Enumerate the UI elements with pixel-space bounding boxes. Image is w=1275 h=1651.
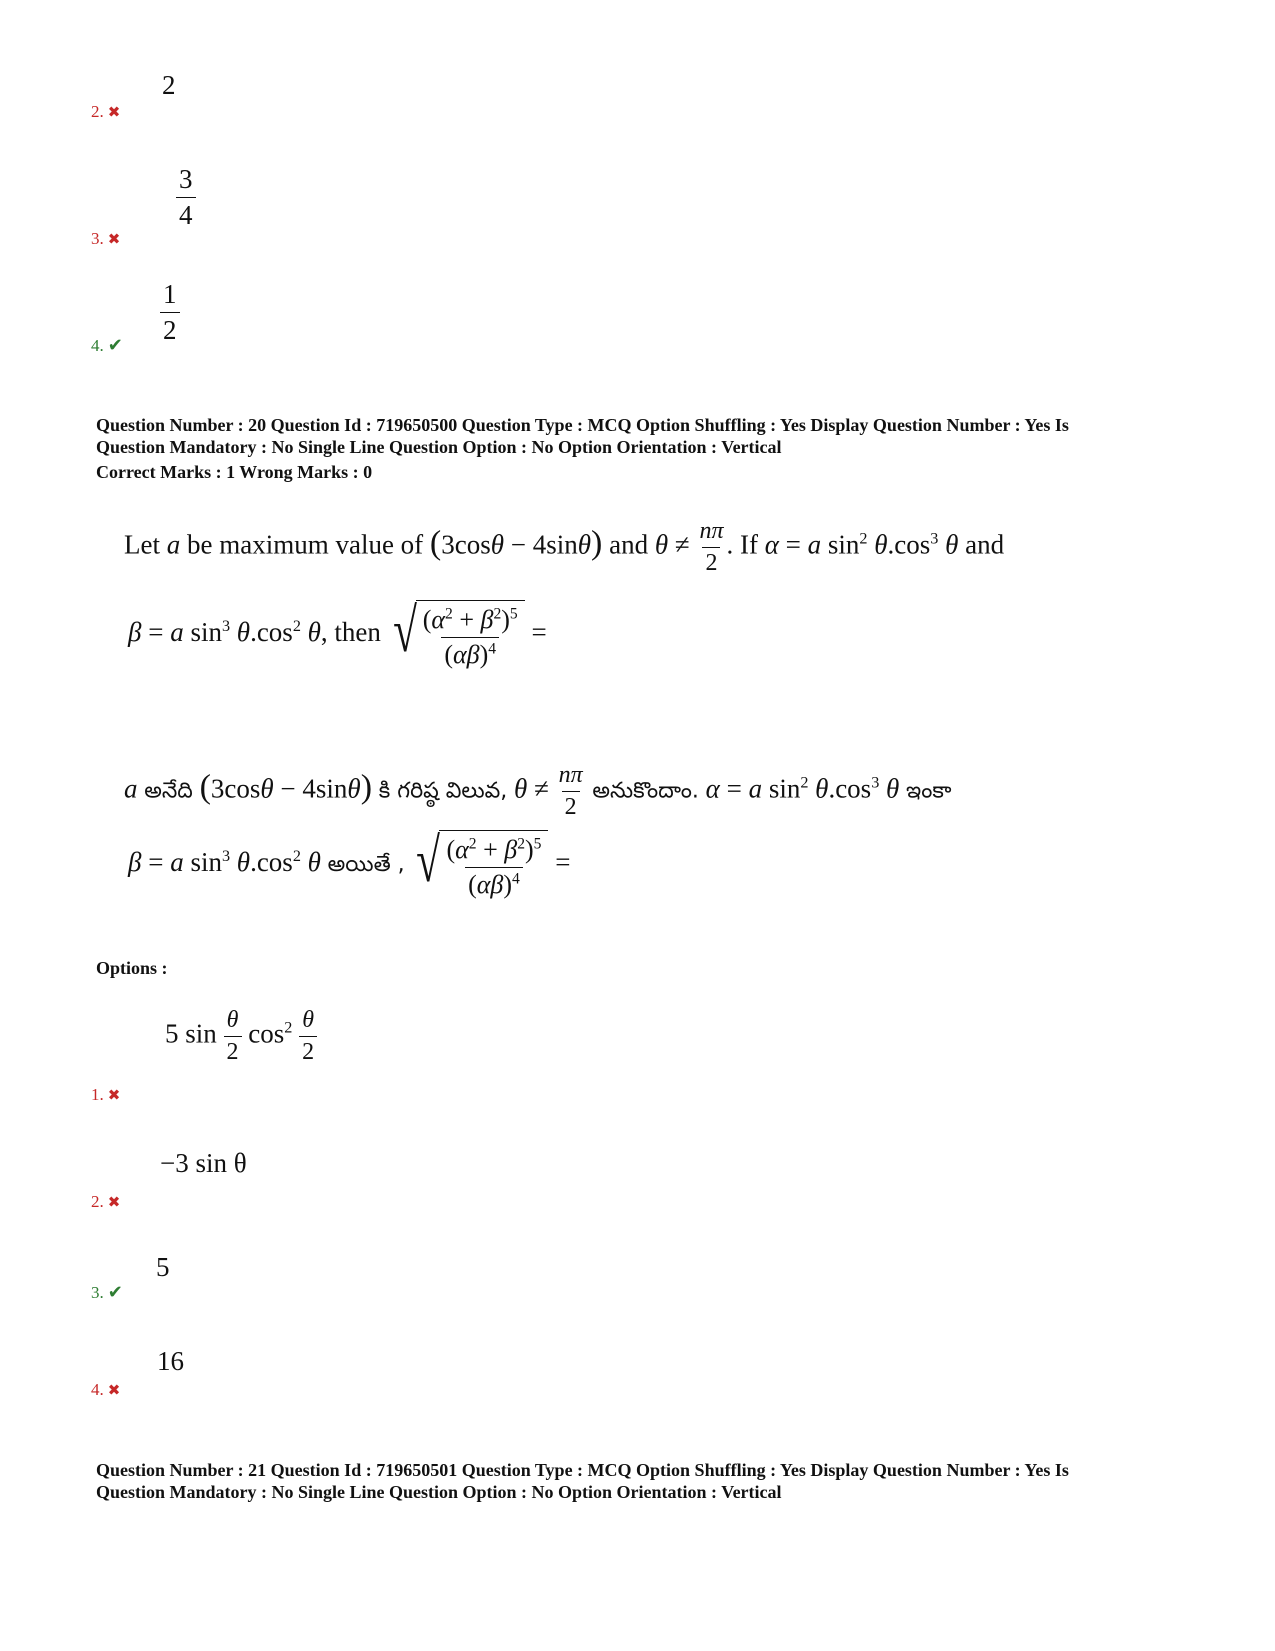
q21-meta-line-1: Question Number : 21 Question Id : 719650501 Question Type : MCQ Option Shuffling : Yes Display Question Number : Yes Is — [96, 1460, 1069, 1480]
option-3-value: 5 — [156, 1252, 170, 1282]
wrong-icon: ✖ — [107, 1383, 121, 1399]
wrong-icon: ✖ — [107, 105, 121, 121]
option-2-value: −3 sin θ — [160, 1148, 247, 1178]
q20-marks-line: Correct Marks : 1 Wrong Marks : 0 — [96, 462, 373, 482]
option-4-value: 16 — [157, 1346, 184, 1376]
option-3-number: 3. — [91, 1283, 104, 1302]
q20-meta-line-1: Question Number : 20 Question Id : 719650500 Question Type : MCQ Option Shuffling : Yes Display Question Number : Yes Is — [96, 415, 1069, 435]
prev-option-3-fraction: $\frac{3}{4}$ — [176, 164, 196, 231]
option-1-number: 1. — [91, 1085, 104, 1104]
prev-option-2-value: 2 — [162, 70, 176, 100]
q20-english-line-1: Let a be maximum value of (3cosθ − 4sinθ) and θ ≠ $\frac{n\pi}{2}$ . If α = a $\sin^2 \theta.\cos^3$ θ and — [124, 518, 1005, 576]
prev-option-3-number: 3. — [91, 229, 104, 248]
prev-option-2-number: 2. — [91, 102, 104, 121]
q20-meta-line-2: Question Mandatory : No Single Line Question Option : No Option Orientation : Vertical — [96, 437, 782, 457]
option-4-number: 4. — [91, 1380, 104, 1399]
q20-telugu-line-1: a అనేది (3cosθ − 4sinθ) కి గరిష్ఠ విలువ, θ ≠ $\frac{n\pi}{2}$ అనుకొందాం. α = a $\sin^2 \theta.\cos^3$ θ ఇంకా — [124, 762, 952, 820]
q21-meta-line-2: Question Mandatory : No Single Line Question Option : No Option Orientation : Vertical — [96, 1482, 782, 1502]
check-icon: ✔ — [107, 335, 123, 355]
check-icon: ✔ — [107, 1282, 123, 1302]
prev-option-4-number: 4. — [91, 336, 104, 355]
radical-expression-telugu: √ $\frac{(\alpha^2 + \beta^2)^5}{(\alpha\beta)^4}$ — [411, 830, 548, 900]
q20-telugu-line-2: β = a $\sin^3 \theta.\cos^2$ θ అయితే , √ $\frac{(\alpha^2 + \beta^2)^5}{(\alpha\beta)^4}$ = — [128, 827, 571, 899]
radical-expression: √ $\frac{(\alpha^2 + \beta^2)^5}{(\alpha\beta)^4}$ — [388, 600, 525, 670]
option-2-number: 2. — [91, 1192, 104, 1211]
q20-english-line-2: β = a $\sin^3 \theta.\cos^2$ θ, then √ $\frac{(\alpha^2 + \beta^2)^5}{(\alpha\beta)^4}$ = — [128, 597, 547, 669]
wrong-icon: ✖ — [107, 1088, 121, 1104]
prev-option-4-fraction: $\frac{1}{2}$ — [160, 279, 180, 346]
options-label: Options : — [96, 958, 168, 978]
wrong-icon: ✖ — [107, 232, 121, 248]
wrong-icon: ✖ — [107, 1195, 121, 1211]
option-1-expression: 5 sin $\frac{\theta}{2}$ $\cos^2$ $\frac{\theta}{2}$ — [165, 1007, 317, 1066]
